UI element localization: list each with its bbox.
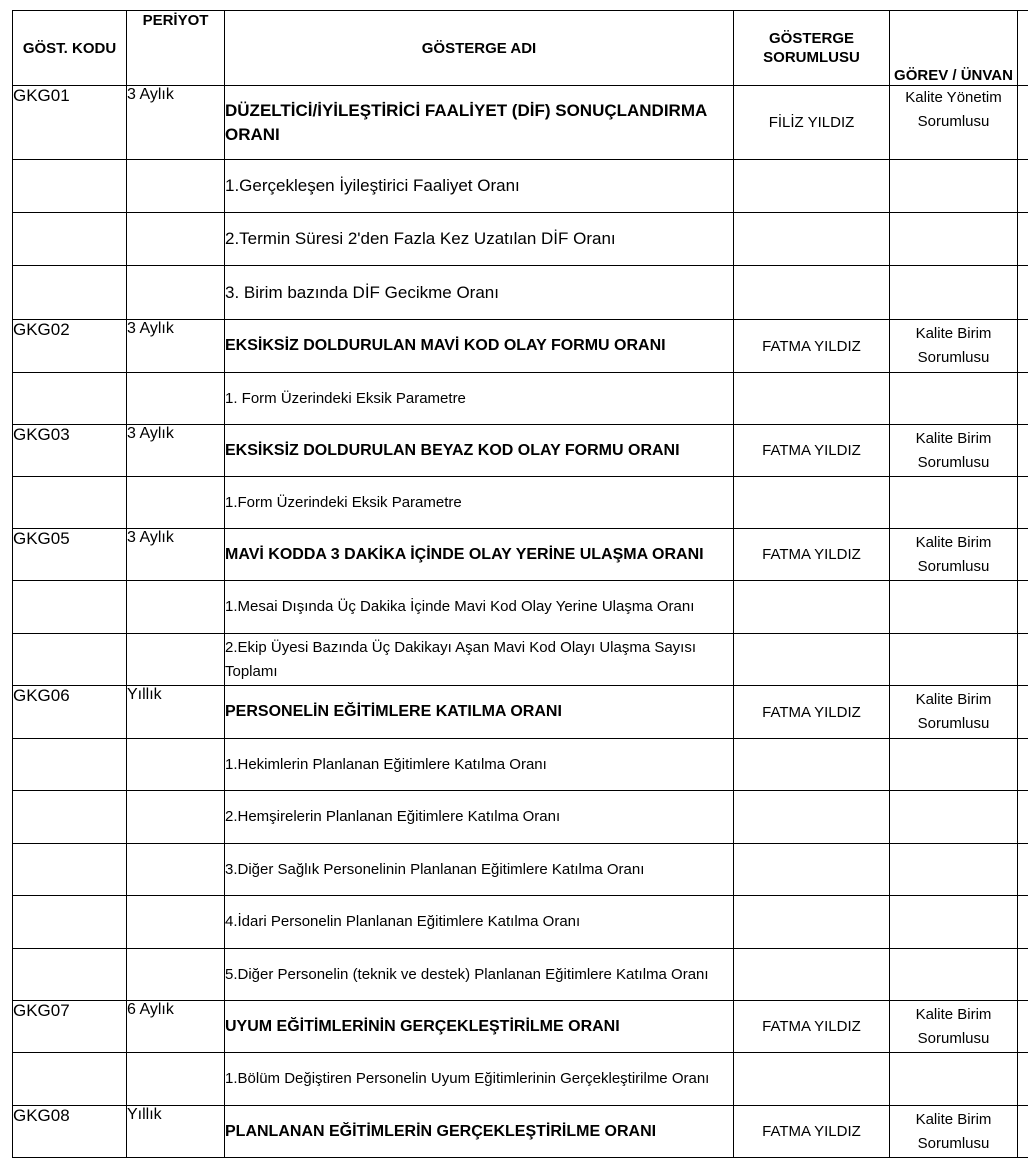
indicator-role: Kalite Birim Sorumlusu <box>890 1001 1018 1053</box>
indicator-period <box>127 791 225 844</box>
indicator-period <box>127 160 225 213</box>
indicator-name: 1.Form Üzerindeki Eksik Parametre <box>225 477 734 529</box>
indicator-name: 1. Form Üzerindeki Eksik Parametre <box>225 373 734 425</box>
table-header-row <box>13 11 1028 86</box>
indicator-period: 3 Aylık <box>127 86 225 160</box>
indicator-period: 6 Aylık <box>127 1001 225 1053</box>
indicator-role: Kalite Birim Sorumlusu <box>890 320 1018 373</box>
header-responsible: GÖSTERGE SORUMLUSU <box>734 11 890 86</box>
extra-cell <box>1018 320 1028 373</box>
table-row <box>13 160 1028 213</box>
indicator-role <box>890 949 1018 1001</box>
indicator-code: GKG07 <box>13 1001 127 1053</box>
indicator-role <box>890 739 1018 791</box>
indicator-name: 1.Mesai Dışında Üç Dakika İçinde Mavi Kod Olay Yerine Ulaşma Oranı <box>225 581 734 634</box>
indicator-responsible <box>734 581 890 634</box>
indicator-responsible: FATMA YILDIZ <box>734 1106 890 1158</box>
indicator-name: DÜZELTİCİ/İYİLEŞTİRİCİ FAALİYET (DİF) SONUÇLANDIRMA ORANI <box>225 86 734 160</box>
indicator-name: UYUM EĞİTİMLERİNİN GERÇEKLEŞTİRİLME ORANI <box>225 1001 734 1053</box>
indicator-responsible: FİLİZ YILDIZ <box>734 86 890 160</box>
indicator-code <box>13 477 127 529</box>
indicator-role <box>890 213 1018 266</box>
indicator-role: Kalite Birim Sorumlusu <box>890 686 1018 739</box>
table-row <box>13 791 1028 844</box>
extra-cell <box>1018 1001 1028 1053</box>
indicator-code <box>13 844 127 896</box>
header-extra-column <box>1018 11 1028 86</box>
header-name: GÖSTERGE ADI <box>225 11 734 86</box>
table-row <box>13 844 1028 896</box>
indicator-table <box>12 10 1028 1158</box>
indicator-name: 5.Diğer Personelin (teknik ve destek) Planlanan Eğitimlere Katılma Oranı <box>225 949 734 1001</box>
extra-cell <box>1018 266 1028 320</box>
indicator-period: 3 Aylık <box>127 529 225 581</box>
indicator-period <box>127 896 225 949</box>
indicator-period: 3 Aylık <box>127 425 225 477</box>
indicator-code <box>13 581 127 634</box>
extra-cell <box>1018 949 1028 1001</box>
indicator-responsible: FATMA YILDIZ <box>734 529 890 581</box>
extra-cell <box>1018 844 1028 896</box>
table-row <box>13 949 1028 1001</box>
indicator-responsible <box>734 844 890 896</box>
table-row <box>13 86 1028 160</box>
indicator-code <box>13 791 127 844</box>
indicator-responsible <box>734 1053 890 1106</box>
indicator-role <box>890 896 1018 949</box>
indicator-code <box>13 1053 127 1106</box>
extra-cell <box>1018 477 1028 529</box>
extra-cell <box>1018 425 1028 477</box>
indicator-responsible <box>734 213 890 266</box>
indicator-name: 3.Diğer Sağlık Personelinin Planlanan Eğitimlere Katılma Oranı <box>225 844 734 896</box>
indicator-responsible: FATMA YILDIZ <box>734 320 890 373</box>
indicator-role <box>890 791 1018 844</box>
indicator-name: 1.Hekimlerin Planlanan Eğitimlere Katılma Oranı <box>225 739 734 791</box>
table-row <box>13 373 1028 425</box>
indicator-responsible <box>734 634 890 686</box>
indicator-code: GKG03 <box>13 425 127 477</box>
table-row <box>13 477 1028 529</box>
indicator-name: 2.Ekip Üyesi Bazında Üç Dakikayı Aşan Mavi Kod Olayı Ulaşma Sayısı Toplamı <box>225 634 734 686</box>
indicator-period <box>127 949 225 1001</box>
table-row <box>13 634 1028 686</box>
indicator-name: 3. Birim bazında DİF Gecikme Oranı <box>225 266 734 320</box>
indicator-period: 3 Aylık <box>127 320 225 373</box>
indicator-name: 1.Bölüm Değiştiren Personelin Uyum Eğitimlerinin Gerçekleştirilme Oranı <box>225 1053 734 1106</box>
extra-cell <box>1018 896 1028 949</box>
indicator-name: 2.Hemşirelerin Planlanan Eğitimlere Katılma Oranı <box>225 791 734 844</box>
indicator-period <box>127 581 225 634</box>
table-row <box>13 1001 1028 1053</box>
indicator-period <box>127 739 225 791</box>
table-row <box>13 686 1028 739</box>
indicator-role <box>890 373 1018 425</box>
indicator-name: 1.Gerçekleşen İyileştirici Faaliyet Oranı <box>225 160 734 213</box>
indicator-name: EKSİKSİZ DOLDURULAN MAVİ KOD OLAY FORMU ORANI <box>225 320 734 373</box>
indicator-role <box>890 477 1018 529</box>
indicator-responsible: FATMA YILDIZ <box>734 1001 890 1053</box>
indicator-period <box>127 1053 225 1106</box>
indicator-responsible: FATMA YILDIZ <box>734 425 890 477</box>
indicator-code <box>13 266 127 320</box>
table-row <box>13 896 1028 949</box>
extra-cell <box>1018 634 1028 686</box>
indicator-period: Yıllık <box>127 686 225 739</box>
extra-cell <box>1018 686 1028 739</box>
indicator-period: Yıllık <box>127 1106 225 1158</box>
extra-cell <box>1018 160 1028 213</box>
table-row <box>13 425 1028 477</box>
indicator-code: GKG01 <box>13 86 127 160</box>
indicator-name: 2.Termin Süresi 2'den Fazla Kez Uzatılan DİF Oranı <box>225 213 734 266</box>
indicator-name: 4.İdari Personelin Planlanan Eğitimlere Katılma Oranı <box>225 896 734 949</box>
extra-cell <box>1018 213 1028 266</box>
table-row <box>13 1106 1028 1158</box>
indicator-code <box>13 949 127 1001</box>
indicator-code <box>13 160 127 213</box>
indicator-period <box>127 844 225 896</box>
indicator-responsible <box>734 477 890 529</box>
indicator-name: PLANLANAN EĞİTİMLERİN GERÇEKLEŞTİRİLME ORANI <box>225 1106 734 1158</box>
header-code: GÖST. KODU <box>13 11 127 86</box>
indicator-code <box>13 896 127 949</box>
table-row <box>13 739 1028 791</box>
indicator-name: PERSONELİN EĞİTİMLERE KATILMA ORANI <box>225 686 734 739</box>
table-row <box>13 529 1028 581</box>
indicator-responsible: FATMA YILDIZ <box>734 686 890 739</box>
table-row <box>13 581 1028 634</box>
indicator-role <box>890 160 1018 213</box>
indicator-role: Kalite Yönetim Sorumlusu <box>890 86 1018 160</box>
indicator-role: Kalite Birim Sorumlusu <box>890 529 1018 581</box>
extra-cell <box>1018 581 1028 634</box>
extra-cell <box>1018 529 1028 581</box>
header-period: PERİYOT <box>127 11 225 86</box>
extra-cell <box>1018 373 1028 425</box>
indicator-responsible <box>734 266 890 320</box>
indicator-role <box>890 634 1018 686</box>
indicator-responsible <box>734 949 890 1001</box>
extra-cell <box>1018 86 1028 160</box>
extra-cell <box>1018 739 1028 791</box>
table-row <box>13 320 1028 373</box>
indicator-responsible <box>734 160 890 213</box>
indicator-code: GKG02 <box>13 320 127 373</box>
extra-cell <box>1018 1053 1028 1106</box>
extra-cell <box>1018 791 1028 844</box>
indicator-code <box>13 634 127 686</box>
header-role: GÖREV / ÜNVAN <box>890 11 1018 86</box>
indicator-role <box>890 266 1018 320</box>
indicator-name: MAVİ KODDA 3 DAKİKA İÇİNDE OLAY YERİNE ULAŞMA ORANI <box>225 529 734 581</box>
indicator-role <box>890 581 1018 634</box>
indicator-responsible <box>734 791 890 844</box>
indicator-role <box>890 844 1018 896</box>
indicator-period <box>127 477 225 529</box>
indicator-period <box>127 373 225 425</box>
indicator-code <box>13 213 127 266</box>
indicator-code <box>13 373 127 425</box>
indicator-name: EKSİKSİZ DOLDURULAN BEYAZ KOD OLAY FORMU ORANI <box>225 425 734 477</box>
indicator-responsible <box>734 896 890 949</box>
indicator-period <box>127 266 225 320</box>
indicator-period <box>127 213 225 266</box>
indicator-role <box>890 1053 1018 1106</box>
table-row <box>13 213 1028 266</box>
indicator-code: GKG08 <box>13 1106 127 1158</box>
table-row <box>13 266 1028 320</box>
indicator-code <box>13 739 127 791</box>
indicator-code: GKG06 <box>13 686 127 739</box>
indicator-role: Kalite Birim Sorumlusu <box>890 1106 1018 1158</box>
indicator-responsible <box>734 739 890 791</box>
indicator-role: Kalite Birim Sorumlusu <box>890 425 1018 477</box>
indicator-code: GKG05 <box>13 529 127 581</box>
extra-cell <box>1018 1106 1028 1158</box>
indicator-responsible <box>734 373 890 425</box>
indicator-period <box>127 634 225 686</box>
table-row <box>13 1053 1028 1106</box>
